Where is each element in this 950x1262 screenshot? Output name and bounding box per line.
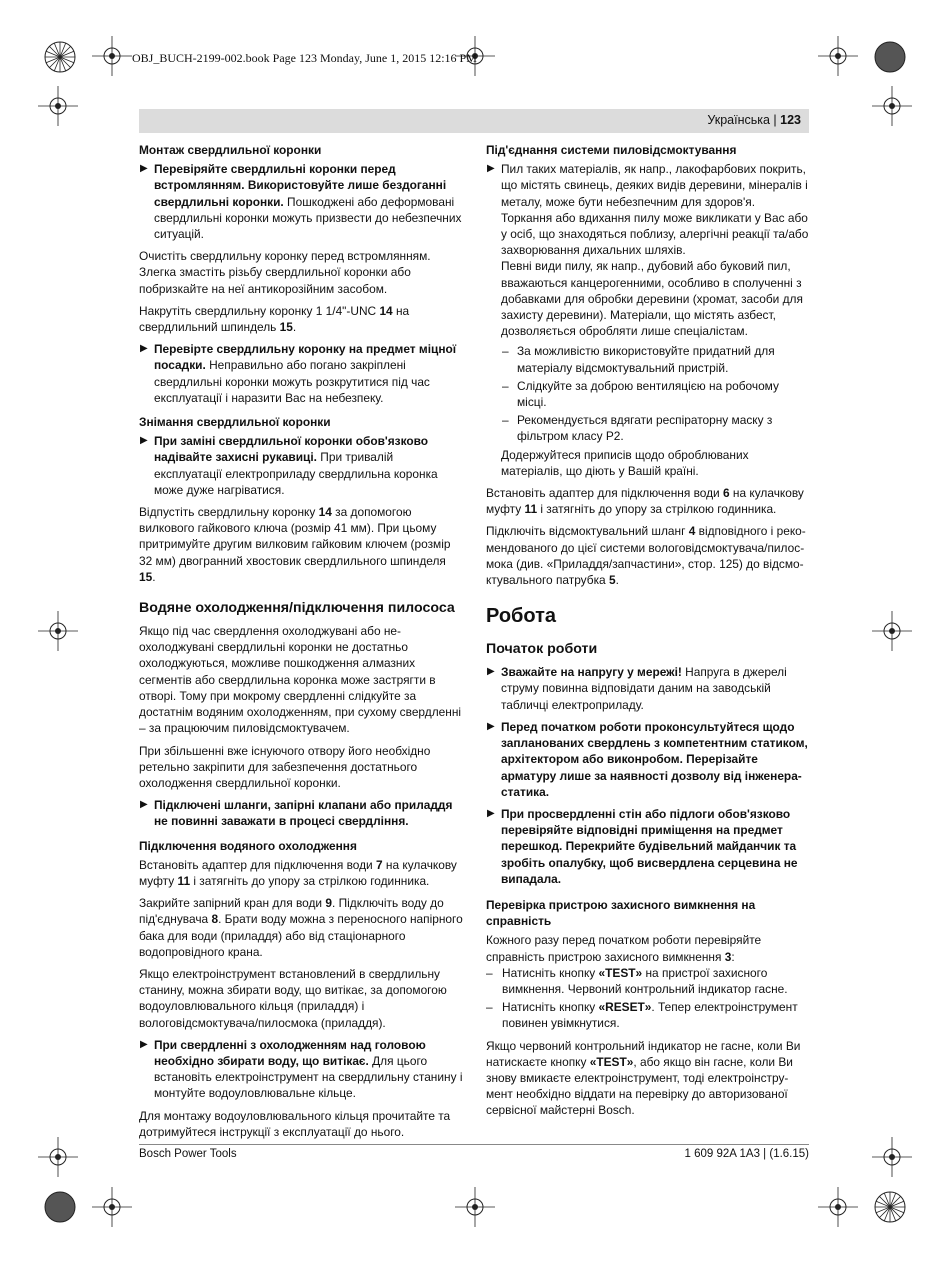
test-button-label: «TEST» xyxy=(598,965,643,980)
text-run: . Підключіть воду до під'єднувача xyxy=(139,896,444,927)
crosshair-mark-upper-left xyxy=(38,86,78,126)
warning-text: Напруга в джерелі струму повинна відповідати даним на заводській табличці електроприладу. xyxy=(501,665,787,712)
crosshair-mark-middle-right xyxy=(872,611,912,651)
text-run: на кулачкову муфту xyxy=(486,486,804,517)
step-press-test xyxy=(486,965,811,997)
step-press-reset xyxy=(486,999,811,1031)
triangle-bullet-icon: ▶ xyxy=(487,163,495,175)
text-run: : xyxy=(731,949,735,964)
text-run: Підключіть відсмоктувальний шланг xyxy=(486,524,689,539)
page-number: 123 xyxy=(780,113,801,127)
warning-voltage xyxy=(486,664,811,713)
registration-mark-bottom-left-disc xyxy=(40,1187,80,1227)
paragraph-install-water-adapter xyxy=(486,485,811,517)
text-run: . xyxy=(615,573,619,588)
text-run: , або якщо він гасне, коли Ви знову вмикаєте електроінструмент, тоді електроінстру-мент необхідно віддати на перевірку до авторизованої сервісної майстерні Bosch. xyxy=(486,1054,793,1118)
text-run: і затягніть до упору за стрілкою годинника. xyxy=(190,873,430,888)
right-column xyxy=(486,142,811,1125)
warning-bold-text: Підключені шланги, запірні клапани або приладдя не повинні заважати в процесі свердління. xyxy=(154,798,453,829)
part-number: 15 xyxy=(279,320,293,335)
dash-text: Рекомендується вдягати респіраторну маску з фільтром класу P2. xyxy=(517,413,773,444)
warning-bold-text: Перед початком роботи проконсультуйтеся щодо запланованих свердлень з компетентним статиком, архітектором або виконробом. Перерізайте арматуру лише за наявності дозволу від інженера-статика. xyxy=(501,719,808,799)
reset-button-label: «RESET» xyxy=(598,1000,652,1015)
dash-text: За можливістю використовуйте придатний для матеріалу відсмоктувальний пристрій. xyxy=(517,344,775,375)
registration-mark-bottom-right-circle xyxy=(870,1187,910,1227)
footer-doc-number: 1 609 92A 1A3 | (1.6.15) xyxy=(684,1148,809,1160)
paragraph-water-ring-manual: Для монтажу водоуловлювального кільця прочитайте та дотримуйтеся інструкції з експлуатації до нього. xyxy=(139,1108,451,1139)
paragraph-enlarging-hole: При збільшенні вже існуючого отвору його необхідно ретельно закріпити для забезпечення достатнього охолодження свердлильної коронки. xyxy=(139,743,431,790)
paragraph-screw-core-bit xyxy=(139,303,464,335)
crosshair-mark-lower-right xyxy=(872,1137,912,1177)
crosshair-mark-upper-right xyxy=(872,86,912,126)
triangle-bullet-icon: ▶ xyxy=(487,807,495,819)
paragraph-loosen-core-bit xyxy=(139,504,464,585)
part-number: 3 xyxy=(724,949,732,964)
warning-bold-text: При свердленні з охолодженням над головою необхідно збирати воду, що витікає. xyxy=(154,1037,426,1068)
header-language: Українська xyxy=(707,113,770,127)
part-number: 8 xyxy=(211,912,219,927)
text-run: . xyxy=(292,320,297,335)
triangle-bullet-icon: ▶ xyxy=(487,720,495,732)
triangle-bullet-icon: ▶ xyxy=(140,343,148,355)
heading-operation: Робота xyxy=(486,605,557,628)
dash-text: Слідкуйте за доброю вентиляцією на робочому місці. xyxy=(517,378,779,410)
dust-tip-ventilation xyxy=(486,378,811,410)
paragraph-water-valve xyxy=(139,895,464,960)
text-run: Натисніть кнопку xyxy=(502,965,599,980)
warning-text: Пошкоджені або деформовані свердлильні коронки можуть призвести до небезпечних ситуацій. xyxy=(154,194,462,242)
triangle-bullet-icon: ▶ xyxy=(140,435,148,447)
warning-dust xyxy=(486,161,811,210)
page-header-bar xyxy=(139,109,809,133)
triangle-bullet-icon: ▶ xyxy=(140,163,148,175)
paragraph-cooling-info: Якщо під час свердлення охолоджувані або не-охолоджувані свердлильні коронки не достатньо охолоджуються, можливе пошкодження алмазних сегментів або свердлильна коронка може застрягти в отворі. Тому при мокрому свердленні слідкуйте за достатнім водяним охолодженням, при сухому свердленні – за працюючим пиловідсмоктувачем. xyxy=(139,624,462,736)
heading-water-connection: Підключення водяного охолодження xyxy=(139,838,357,853)
warning-hoses xyxy=(139,797,464,829)
crosshair-mark-bottom-center xyxy=(455,1187,495,1227)
warning-text: Для цього встановіть електроінструмент на свердлильну станину і монтуйте водоуловлювальне кільце. xyxy=(154,1053,463,1101)
warning-check-seat xyxy=(139,341,464,406)
triangle-bullet-icon: ▶ xyxy=(487,666,495,678)
warning-text: При тривалій експлуатації електроприладу свердлильна коронка може дуже нагріватися. xyxy=(154,450,438,497)
heading-remove-core-bit: Знімання свердлильної коронки xyxy=(139,415,331,430)
text-run: . Брати воду можна з переносного напірного бака для води (приладдя) або від стаціонарного водопровідного крана. xyxy=(139,912,463,959)
warning-gloves xyxy=(139,433,464,498)
footer-divider xyxy=(139,1144,809,1145)
text-run: Якщо червоний контрольний індикатор не гасне, коли Ви натискаєте кнопку xyxy=(486,1038,801,1069)
warning-consult-engineer xyxy=(486,719,811,800)
test-button-label: «TEST» xyxy=(589,1054,634,1069)
header-separator: | xyxy=(769,113,781,127)
text-run: за допомогою вилкового гайкового ключа (розмір 41 мм). При цьому притримуйте другим вилковим гайковим ключем (розмір 32 мм) двогранний хвостовик свердлильного шпинделя xyxy=(139,505,451,568)
part-number: 14 xyxy=(379,303,393,318)
warning-bold-text: Перевіряйте свердлильні коронки перед встромлянням. Використовуйте лише бездоганні свердлильні коронки. xyxy=(154,162,447,209)
warning-bold-text: Зважайте на напругу у мережі! xyxy=(501,665,682,680)
dust-tip-extractor xyxy=(486,343,811,375)
paragraph-connect-hose xyxy=(486,523,811,588)
paragraph-install-adapter xyxy=(139,857,464,889)
triangle-bullet-icon: ▶ xyxy=(140,799,148,811)
dust-cancer-text: Певні види пилу, як напр., дубовий або буковий пил, вважаються канцерогенними, особливо в сполученні з добавками для обробки деревини (хромат, засоби для захисту деревини). Матеріали, що містять азбест, дозволяється обробляти лише спеціалістам. xyxy=(501,259,803,339)
part-number: 14 xyxy=(318,505,332,520)
text-run: Відпустіть свердлильну коронку xyxy=(139,505,319,520)
warning-check-rooms xyxy=(486,806,811,887)
part-number: 15 xyxy=(139,569,153,584)
warning-text: Пил таких матеріалів, як напр., лакофарбових покрить, що містять свинець, деяких видів деревини, мінералів і металу, може бути небезпечним для здоров'я. xyxy=(501,162,808,209)
warning-bold-text: При заміні свердлильної коронки обов'язково надівайте захисні рукавиці. xyxy=(154,434,429,465)
warning-bold-text: При просвердленні стін або підлоги обов'язково перевіряйте відповідні приміщення на предмет перешкод. Перекрийте будівельний майданчик та зробіть опалубку, щоб висвердлена серцевина не випадала. xyxy=(501,806,798,886)
warning-overhead-drilling xyxy=(139,1037,464,1102)
text-run: . xyxy=(152,569,156,584)
file-header: OBJ_BUCH-2199-002.book Page 123 Monday, June 1, 2015 12:16 PM xyxy=(132,51,477,65)
text-run: Встановіть адаптер для підключення води xyxy=(139,857,376,872)
part-number: 5 xyxy=(608,573,616,588)
registration-mark-top-left-circle xyxy=(40,37,80,77)
crosshair-mark-top-center-right xyxy=(818,36,858,76)
dash-bullet: – xyxy=(486,1000,493,1015)
text-run: Встановіть адаптер для підключення води xyxy=(486,486,723,501)
crosshair-mark-bottom-center-right xyxy=(818,1187,858,1227)
heading-mount-core-bit: Монтаж свердлильної коронки xyxy=(139,143,322,157)
left-column xyxy=(139,142,464,1146)
heading-water-cooling: Водяне охолодження/підключення пилососа xyxy=(139,600,455,617)
text-run: Закрийте запірний кран для води xyxy=(139,896,326,911)
text-run: на свердлильний шпиндель xyxy=(139,303,410,335)
paragraph-check-rcd xyxy=(486,932,811,964)
crosshair-mark-bottom-center-left xyxy=(92,1187,132,1227)
text-run: на кулачкову муфту xyxy=(139,857,457,888)
page-header xyxy=(707,113,801,127)
paragraph-drill-stand: Якщо електроінструмент встановлений в свердлильну станину, можна збирати воду, що витікає, за допомогою водоуловлювального кільця (приладдя) і вологовідсмоктувача/пилосмока (приладдя). xyxy=(139,966,447,1030)
part-number: 7 xyxy=(376,857,383,872)
text-run: на пристрої захисного вимкнення. Червоний контрольний індикатор гасне. xyxy=(502,965,788,996)
heading-check-rcd: Перевірка пристрою захисного вимкнення на справність xyxy=(486,897,756,929)
warning-text: Неправильно або погано закріплені свердлильні коронки можуть розкрутитися під час експлуатації і наразити Вас на небезпеку. xyxy=(154,358,430,405)
dust-tip-mask xyxy=(486,412,811,444)
dust-regulations-text: Додержуйтеся приписів щодо оброблюваних матеріалів, що діють у Вашій країні. xyxy=(501,447,749,478)
part-number: 11 xyxy=(177,873,191,888)
part-number: 6 xyxy=(723,486,730,501)
text-run: Накрутіть свердлильну коронку 1 1/4"-UNC xyxy=(139,303,380,318)
heading-starting-operation: Початок роботи xyxy=(486,641,598,658)
paragraph-clean-core-bit: Очистіть свердлильну коронку перед встромлянням. Злегка змастіть різьбу свердлильної коронки або побризкайте на неї антикорозійним засобом. xyxy=(139,249,431,296)
dash-bullet: – xyxy=(502,378,509,393)
part-number: 9 xyxy=(325,896,332,911)
crosshair-mark-middle-left xyxy=(38,611,78,651)
text-run: відповідного і реко-мендованого до цієї системи вологовідсмоктувача/пилос-мока (див. «Приладдя/запчастини», стор. 125) до відсмо-ктувального патрубка xyxy=(486,524,806,588)
dash-bullet: – xyxy=(486,965,493,980)
part-number: 4 xyxy=(688,524,696,539)
dash-bullet: – xyxy=(502,344,509,359)
warning-bold-text: Перевірте свердлильну коронку на предмет міцної посадки. xyxy=(154,342,457,373)
crosshair-mark-lower-left xyxy=(38,1137,78,1177)
text-run: . Тепер електроінструмент повинен увімкнутися. xyxy=(502,1000,798,1031)
text-run: Натисніть кнопку xyxy=(502,1000,599,1015)
dash-bullet: – xyxy=(502,413,509,428)
paragraph-rcd-failure xyxy=(486,1038,811,1119)
warning-check-core-bits xyxy=(139,161,464,242)
text-run: Кожного разу перед початком роботи перевіряйте справність пристрою захисного вимкнення xyxy=(486,933,762,964)
triangle-bullet-icon: ▶ xyxy=(140,1038,148,1050)
part-number: 11 xyxy=(524,502,538,517)
crosshair-mark-top-center-left xyxy=(92,36,132,76)
heading-dust-extraction: Під'єднання системи пиловідсмоктування xyxy=(486,143,737,157)
text-run: і затягніть до упору за стрілкою годинника. xyxy=(537,502,777,517)
footer-brand: Bosch Power Tools xyxy=(139,1148,237,1160)
registration-mark-top-right-disc xyxy=(870,37,910,77)
dust-allergy-text: Торкання або вдихання пилу може викликати у Вас або у осіб, що знаходяться поблизу, алергічні реакції та/або захворювання дихальних шляхів. xyxy=(501,210,809,258)
